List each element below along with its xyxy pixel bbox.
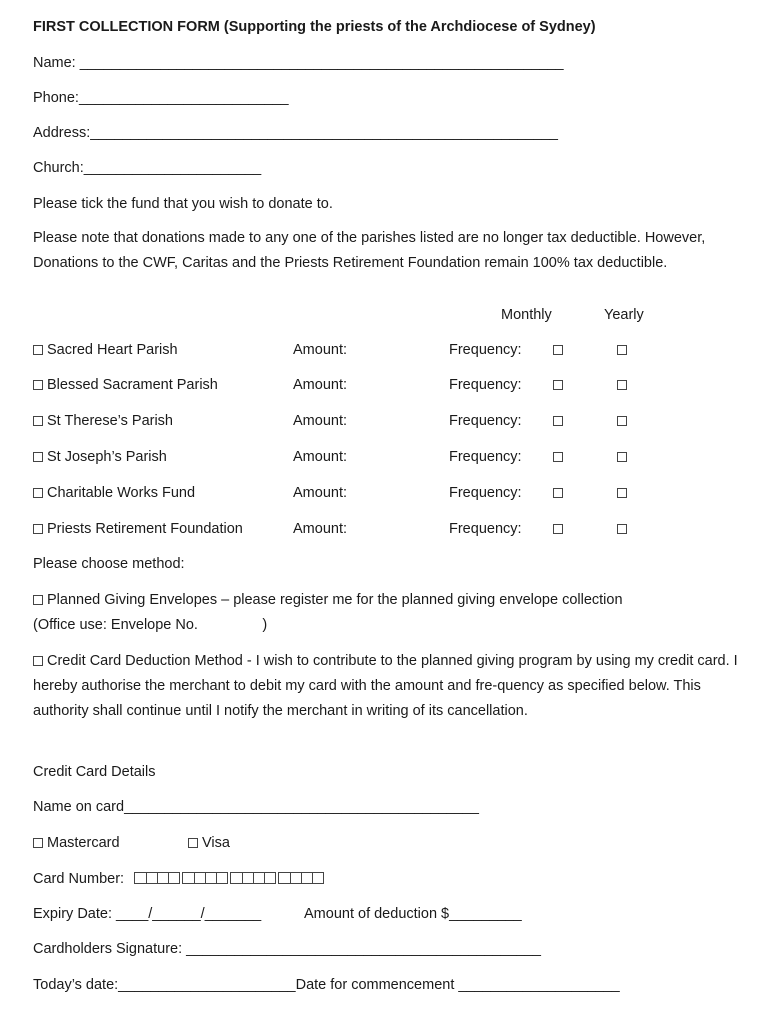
mastercard-checkbox[interactable] — [33, 838, 43, 848]
fund-row — [33, 340, 733, 360]
visa-option[interactable] — [188, 833, 230, 853]
monthly-checkbox[interactable] — [553, 416, 563, 426]
credit-card-option[interactable] — [33, 649, 738, 724]
amount-label: Amount: — [293, 521, 347, 537]
form-title: FIRST COLLECTION FORM (Supporting the priests of the Archdiocese of Sydney) — [33, 19, 596, 35]
fund-option[interactable] — [33, 375, 218, 395]
fund-option[interactable] — [33, 483, 195, 503]
fund-checkbox[interactable] — [33, 416, 43, 426]
fund-checkbox[interactable] — [33, 345, 43, 355]
monthly-checkbox[interactable] — [553, 345, 563, 355]
monthly-checkbox[interactable] — [553, 380, 563, 390]
name-field[interactable]: Name: ____________________________________________________________ — [33, 55, 564, 71]
fund-name: Charitable Works Fund — [47, 485, 196, 501]
planned-giving-label: Planned Giving Envelopes – please register me for the planned giving envelope collection — [47, 592, 623, 608]
amount-deduction-field[interactable]: Amount of deduction $_________ — [304, 906, 522, 922]
tick-instruction: Please tick the fund that you wish to donate to. — [33, 196, 333, 212]
fund-checkbox[interactable] — [33, 488, 43, 498]
yearly-checkbox[interactable] — [617, 345, 627, 355]
mastercard-label: Mastercard — [47, 835, 120, 851]
yearly-header: Yearly — [604, 307, 644, 323]
card-number-row — [33, 869, 326, 889]
mastercard-option[interactable] — [33, 833, 120, 853]
visa-checkbox[interactable] — [188, 838, 198, 848]
fund-checkbox[interactable] — [33, 380, 43, 390]
name-on-card-field[interactable]: Name on card____________________________________________ — [33, 799, 479, 815]
church-field[interactable]: Church:______________________ — [33, 160, 262, 176]
fund-name: St Joseph’s Parish — [47, 449, 167, 465]
fund-name: Sacred Heart Parish — [47, 342, 178, 358]
amount-label: Amount: — [293, 449, 347, 465]
fund-option[interactable] — [33, 411, 173, 431]
card-number-label: Card Number: — [33, 871, 125, 887]
fund-row — [33, 447, 733, 467]
yearly-checkbox[interactable] — [617, 452, 627, 462]
expiry-date-field[interactable]: Expiry Date: ____/______/_______ — [33, 906, 262, 922]
fund-name: Priests Retirement Foundation — [47, 521, 243, 537]
card-number-group-3[interactable] — [230, 872, 276, 884]
fund-name: Blessed Sacrament Parish — [47, 377, 218, 393]
amount-label: Amount: — [293, 413, 347, 429]
monthly-header: Monthly — [501, 307, 552, 323]
office-use-note: (Office use: Envelope No. ) — [33, 617, 268, 633]
yearly-checkbox[interactable] — [617, 380, 627, 390]
frequency-label: Frequency: — [449, 449, 522, 465]
fund-checkbox[interactable] — [33, 524, 43, 534]
credit-card-label: Credit Card Deduction Method - I wish to contribute to the planned giving program by using my credit card. I hereby authorise the merchant to debit my card with the amount and fre-quency as specified below. This authority shall continue until I notify the merchant in writing of its cancellation. — [33, 653, 738, 719]
visa-label: Visa — [202, 835, 230, 851]
frequency-label: Frequency: — [449, 377, 522, 393]
fund-row — [33, 483, 733, 503]
fund-row — [33, 411, 733, 431]
fund-row — [33, 375, 733, 395]
fund-checkbox[interactable] — [33, 452, 43, 462]
card-number-group-4[interactable] — [278, 872, 324, 884]
fund-option[interactable] — [33, 447, 167, 467]
planned-giving-checkbox[interactable] — [33, 595, 43, 605]
credit-card-heading: Credit Card Details — [33, 764, 156, 780]
dates-field[interactable]: Today’s date:______________________Date for commencement ____________________ — [33, 977, 620, 993]
monthly-checkbox[interactable] — [553, 524, 563, 534]
frequency-label: Frequency: — [449, 413, 522, 429]
card-number-group-1[interactable] — [134, 872, 180, 884]
yearly-checkbox[interactable] — [617, 416, 627, 426]
monthly-checkbox[interactable] — [553, 452, 563, 462]
frequency-label: Frequency: — [449, 521, 522, 537]
method-heading: Please choose method: — [33, 556, 185, 572]
fund-row — [33, 519, 733, 539]
fund-option[interactable] — [33, 519, 243, 539]
card-number-group-2[interactable] — [182, 872, 228, 884]
yearly-checkbox[interactable] — [617, 524, 627, 534]
phone-field[interactable]: Phone:__________________________ — [33, 90, 289, 106]
yearly-checkbox[interactable] — [617, 488, 627, 498]
planned-giving-option[interactable] — [33, 588, 738, 638]
fund-name: St Therese’s Parish — [47, 413, 173, 429]
amount-label: Amount: — [293, 485, 347, 501]
monthly-checkbox[interactable] — [553, 488, 563, 498]
frequency-label: Frequency: — [449, 485, 522, 501]
amount-label: Amount: — [293, 377, 347, 393]
signature-field[interactable]: Cardholders Signature: ____________________________________________ — [33, 941, 541, 957]
fund-option[interactable] — [33, 340, 178, 360]
address-field[interactable]: Address:__________________________________________________________ — [33, 125, 558, 141]
amount-label: Amount: — [293, 342, 347, 358]
tax-note: Please note that donations made to any one of the parishes listed are no longer tax deductible. However, Donations to the CWF, Caritas and the Priests Retirement Foundation remain 100% tax deductible. — [33, 230, 706, 271]
credit-card-checkbox[interactable] — [33, 656, 43, 666]
frequency-label: Frequency: — [449, 342, 522, 358]
